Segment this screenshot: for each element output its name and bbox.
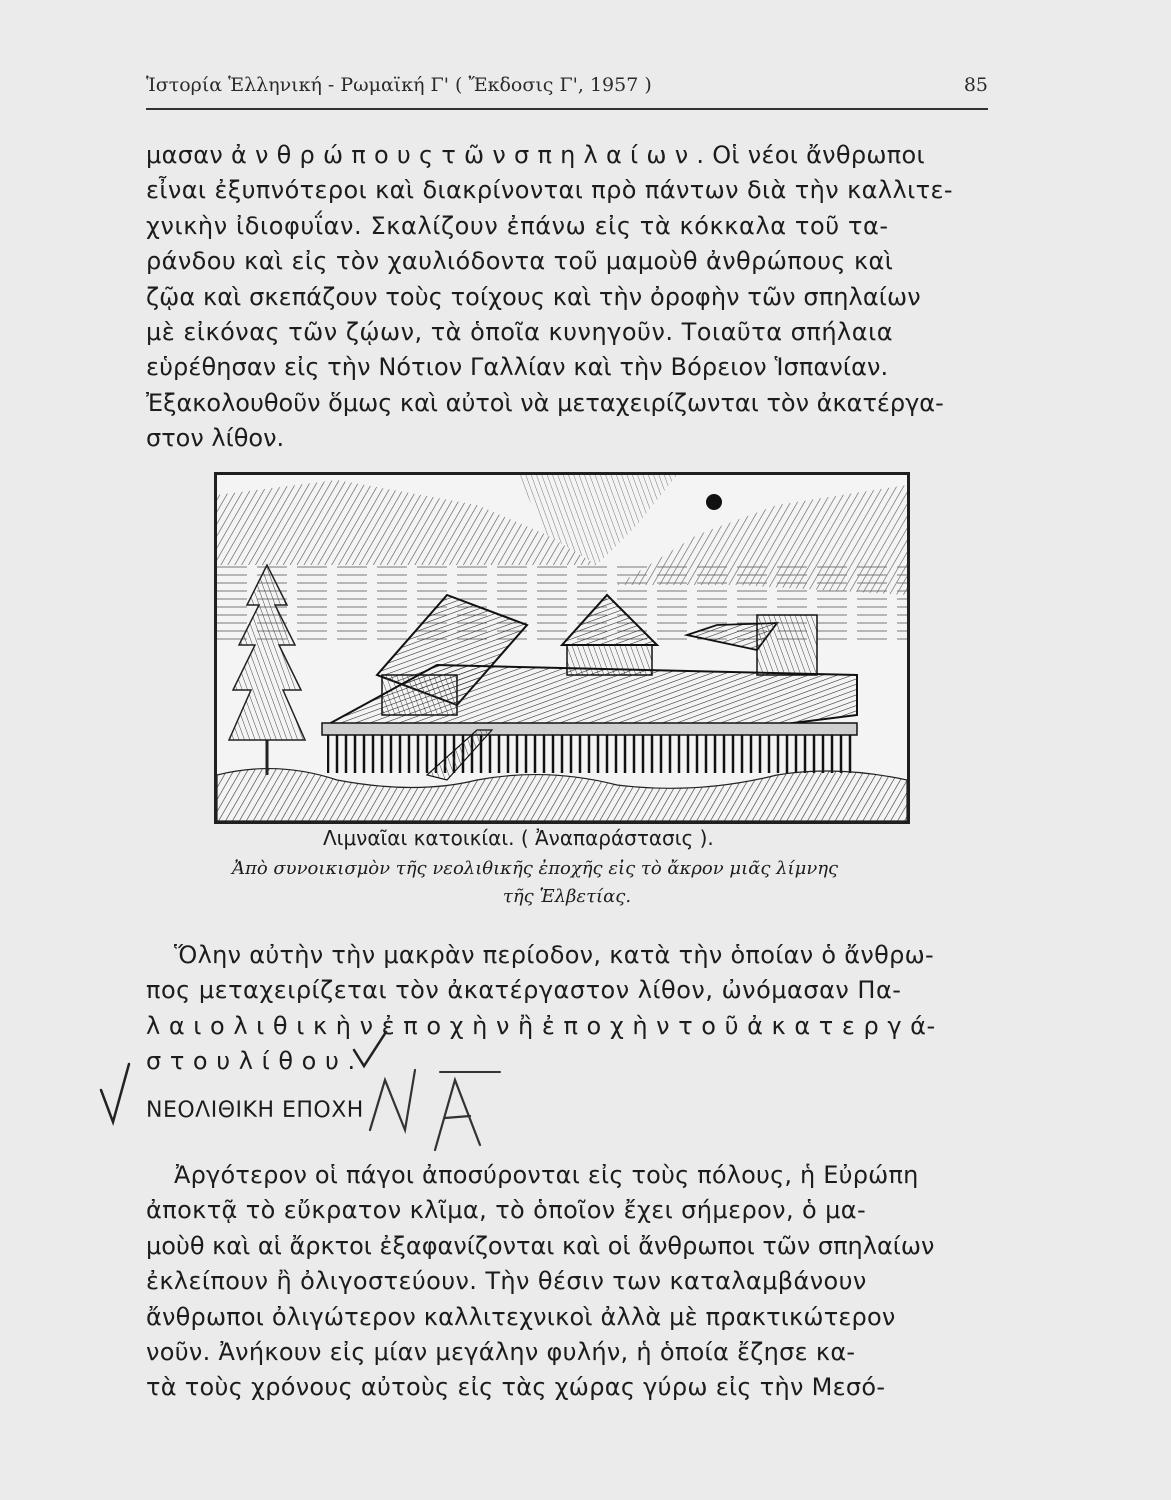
running-header [146,74,988,104]
section-heading: ΝΕΟΛΙΘΙΚΗ ΕΠΟΧΗ [146,1098,364,1123]
paragraph-2 [146,938,988,1080]
text-line: εἶναι ἐξυπνότεροι καὶ διακρίνονται πρὸ πάντων διὰ τὴν καλλιτε- [146,176,953,205]
text-line: μὲ εἰκόνας τῶν ζῴων, τὰ ὁποῖα κυνηγοῦν. Τοιαῦτα σπήλαια [146,317,894,346]
text-line: σ τ ο υ λ ί θ ο υ . [146,1047,356,1076]
figure-caption-line: τῆς Ἑλβετίας. [502,886,632,907]
paragraph-1 [146,138,988,457]
text-line: νοῦν. Ἀνήκουν εἰς μίαν μεγάλην φυλήν, ἡ ὁποία ἔζησε κα- [146,1337,856,1366]
text-line: ζῷα καὶ σκεπάζουν τοὺς τοίχους καὶ τὴν ὀροφὴν τῶν σπηλαίων [146,282,921,311]
engraving-drawing [217,475,907,821]
handwritten-margin-check-icon [95,1060,135,1130]
text-line: τὰ τοὺς χρόνους αὐτοὺς εἰς τὰς χώρας γύρω εἰς τὴν Μεσό- [146,1373,886,1402]
text-line: μασαν ἀ ν θ ρ ώ π ο υ ς τ ῶ ν σ π η λ α ί ω ν . Οἱ νέοι ἄνθρωποι [146,141,925,169]
text-line: Ὅλην αὐτὴν τὴν μακρὰν περίοδον, κατὰ τὴν ὁποίαν ὁ ἄνθρω- [174,941,935,969]
text-line: στον λίθον. [146,424,285,453]
text-line: εὑρέθησαν εἰς τὴν Νότιον Γαλλίαν καὶ τὴν Βόρειον Ἱσπανίαν. [146,353,889,382]
figure-caption-title: Λιμναῖαι κατοικίαι. ( Ἀναπαράστασις ). [323,826,714,850]
header-rule [146,108,988,110]
text-line: μοὺθ καὶ αἱ ἄρκτοι ἐξαφανίζονται καὶ οἱ ἄνθρωποι τῶν σπηλαίων [146,1231,935,1260]
text-line: χνικὴν ἰδιοφυΐαν. Σκαλίζουν ἐπάνω εἰς τὰ κόκκαλα τοῦ τα- [146,211,889,240]
paragraph-3 [146,1158,988,1406]
text-line: πος μεταχειρίζεται τὸν ἀκατέργαστον λίθον, ὠνόμασαν Πα- [146,976,902,1005]
lake-dwellings-illustration [214,472,910,824]
text-line: ἀποκτᾷ τὸ εὔκρατον κλῖμα, τὸ ὁποῖον ἔχει σήμερον, ὁ μα- [146,1196,867,1225]
text-line: ἐκλείπουν ἢ ὀλιγοστεύουν. Τὴν θέσιν των καταλαμβάνουν [146,1267,867,1296]
figure-caption-line: Ἀπὸ συνοικισμὸν τῆς νεολιθικῆς ἐποχῆς εἰς τὸ ἄκρον μιᾶς λίμνης [232,858,839,879]
text-line: λ α ι ο λ ι θ ι κ ὴ ν ἐ π ο χ ὴ ν ἢ ἐ π ο χ ὴ ν τ ο ῦ ἀ κ α τ ε ρ γ ά- [146,1011,936,1040]
page-number: 85 [963,74,988,96]
text-line: Ἐξακολουθοῦν ὅμως καὶ αὐτοὶ νὰ μεταχειρίζωνται τὸν ἀκατέργα- [146,388,944,417]
running-title: Ἱστορία Ἑλληνική - Ρωμαϊκή Γ' ( Ἔκδοσις Γ', 1957 ) [146,74,652,96]
text-line: ράνδου καὶ εἰς τὸν χαυλιόδοντα τοῦ μαμοὺθ ἀνθρώπους καὶ [146,247,894,276]
text-line: ἄνθρωποι ὀλιγώτερον καλλιτεχνικοὶ ἀλλὰ μὲ πρακτικώτερον [146,1302,896,1331]
text-line: Ἀργότερον οἱ πάγοι ἀποσύρονται εἰς τοὺς πόλους, ἡ Εὐρώπη [174,1161,919,1189]
